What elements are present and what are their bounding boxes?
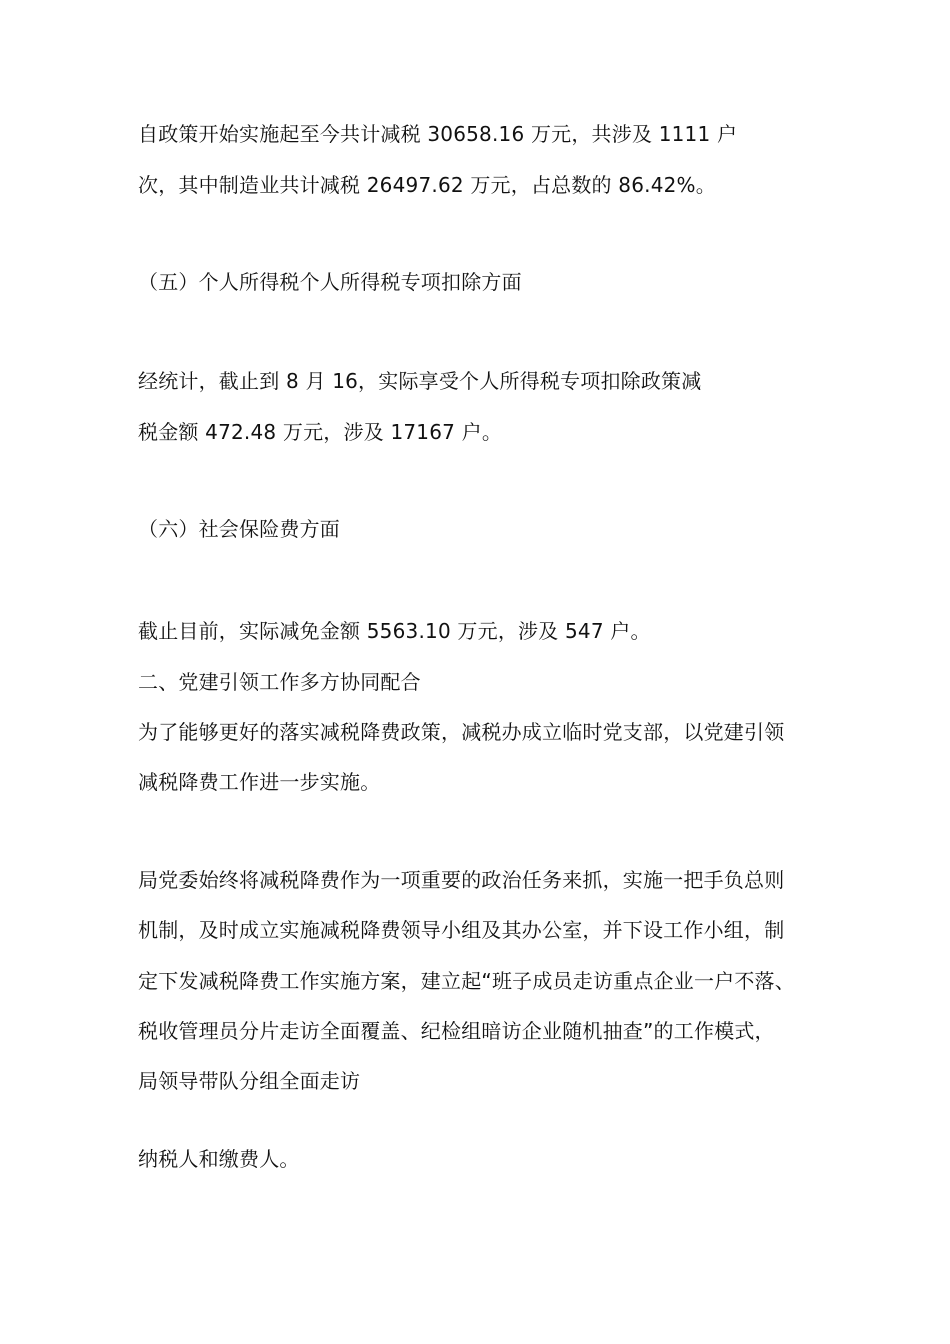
text-line: 局党委始终将减税降费作为一项重要的政治任务来抓，实施一把手负总则 (138, 868, 785, 892)
text-line: 截止目前，实际减免金额 5563.10 万元，涉及 547 户。 (138, 619, 651, 643)
text-line: 机制，及时成立实施减税降费领导小组及其办公室，并下设工作小组，制 (138, 918, 785, 942)
section-heading-six: （六）社会保险费方面 (138, 517, 340, 541)
text-line: 减税降费工作进一步实施。 (138, 770, 381, 794)
text-line: 次，其中制造业共计减税 26497.62 万元，占总数的 86.42%。 (138, 173, 716, 197)
text-line: 局领导带队分组全面走访 (138, 1069, 361, 1093)
text-line: 纳税人和缴费人。 (138, 1147, 300, 1171)
text-line: 定下发减税降费工作实施方案，建立起“班子成员走访重点企业一户不落、 (138, 969, 795, 993)
section-heading-five: （五）个人所得税个人所得税专项扣除方面 (138, 270, 522, 294)
text-line: 税收管理员分片走访全面覆盖、纪检组暗访企业随机抽查”的工作模式， (138, 1019, 775, 1043)
text-line: 为了能够更好的落实减税降费政策，减税办成立临时党支部，以党建引领 (138, 720, 785, 744)
section-heading-two: 二、党建引领工作多方协同配合 (138, 670, 421, 694)
text-line: 自政策开始实施起至今共计减税 30658.16 万元，共涉及 1111 户 (138, 122, 738, 146)
text-line: 经统计，截止到 8 月 16，实际享受个人所得税专项扣除政策减 (138, 369, 702, 393)
text-line: 税金额 472.48 万元，涉及 17167 户。 (138, 420, 503, 444)
